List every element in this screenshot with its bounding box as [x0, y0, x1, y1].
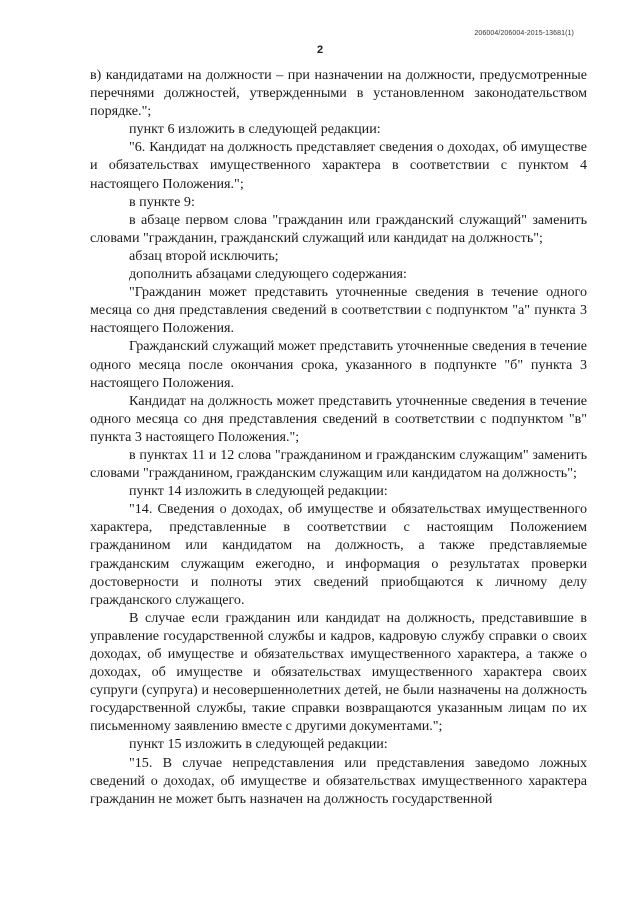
document-id: 206004/206004-2015-13681(1) — [474, 30, 574, 37]
paragraph: абзац второй исключить; — [129, 247, 279, 264]
paragraph: в пункте 9: — [129, 193, 195, 210]
paragraph: В случае если гражданин или кандидат на должность, представившие в управление государственной службы и кадров, кадровую службу справки о своих доходах, об имуществе и обязательствах имущественного характера, а также о доходах, об имуществе и обязательствах имущественного характера своих супруги (супруга) и несовершеннолетних детей, не были назначены на должность государственной службы, такие справки возвращаются указанным лицам по их письменному заявлению вместе с другими документами."; — [90, 609, 587, 735]
paragraph: пункт 6 изложить в следующей редакции: — [129, 121, 381, 138]
paragraph: "14. Сведения о доходах, об имуществе и обязательствах имущественного характера, представленные в соответствии с настоящим Положением гражданином или кандидатом на должность, а также представляемые гражданским служащим ежегодно, и информация о результатах проверки достоверности и полноты этих сведений приобщаются к личному делу гражданского служащего. — [90, 501, 587, 608]
paragraph: "6. Кандидат на должность представляет сведения о доходах, об имуществе и обязательствах имущественного характера в соответствии с пунктом 4 настоящего Положения."; — [90, 139, 587, 192]
paragraph: дополнить абзацами следующего содержания: — [129, 266, 407, 283]
paragraph: пункт 14 изложить в следующей редакции: — [129, 483, 388, 500]
paragraph: пункт 15 изложить в следующей редакции: — [129, 736, 388, 753]
paragraph: в) кандидатами на должности – при назначении на должности, предусмотренные перечнями должностей, утвержденными в установленном законодательством порядке."; — [90, 67, 587, 120]
paragraph: "15. В случае непредставления или представления заведомо ложных сведений о доходах, об имуществе и обязательствах имущественного характера гражданин не может быть назначен на должность государственной — [90, 754, 587, 807]
page-number: 2 — [316, 44, 324, 56]
paragraph: "Гражданин может представить уточненные сведения в течение одного месяца со дня представления сведений в соответствии с подпунктом "а" пункта 3 настоящего Положения. — [90, 284, 587, 337]
paragraph: Кандидат на должность может представить уточненные сведения в течение одного месяца со дня представления сведений в соответствии с подпунктом "в" пункта 3 настоящего Положения."; — [90, 392, 587, 445]
paragraph: в пунктах 11 и 12 слова "гражданином и гражданским служащим" заменить словами "гражданином, гражданским служащим или кандидатом на должность"; — [90, 446, 587, 482]
document-body — [90, 66, 587, 808]
paragraph: Гражданский служащий может представить уточненные сведения в течение одного месяца после окончания срока, указанного в подпункте "б" пункта 3 настоящего Положения. — [90, 338, 587, 391]
paragraph: в абзаце первом слова "гражданин или гражданский служащий" заменить словами "гражданин, гражданский служащий или кандидат на должность"; — [90, 211, 587, 246]
